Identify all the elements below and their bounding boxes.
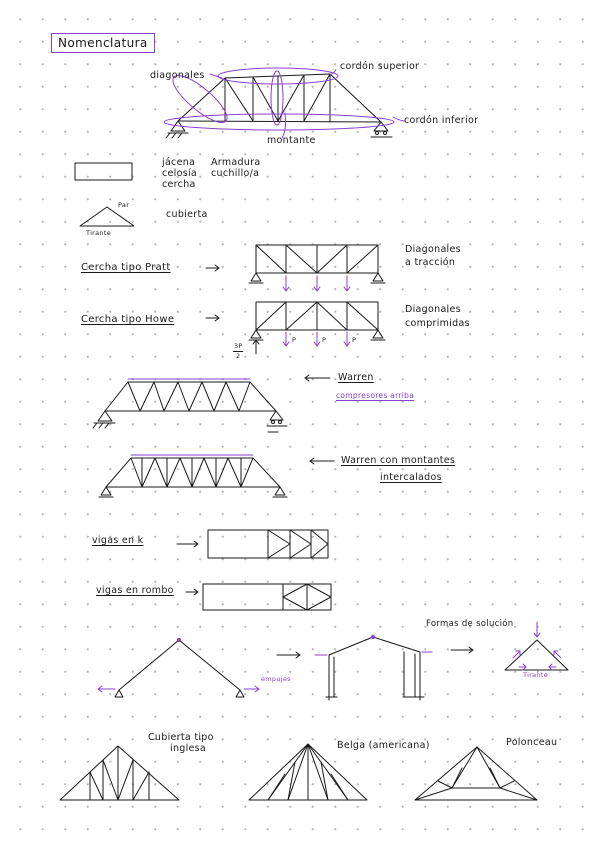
- label-belga: Belga (americana): [337, 740, 430, 751]
- rhombus-beam: [186, 584, 331, 610]
- label-cubierta: cubierta: [166, 209, 208, 220]
- label-polonceau: Polonceau: [506, 737, 558, 748]
- howe-load-3: P: [352, 336, 357, 344]
- label-par: Par: [118, 201, 130, 209]
- label-jacena: jácena: [162, 157, 196, 168]
- label-vigas-k: vigas en k: [92, 535, 144, 546]
- label-warren: Warren: [338, 372, 374, 383]
- beam-sketch: [75, 163, 132, 180]
- howe-load-1: P: [292, 336, 297, 344]
- label-empujes: empujes: [261, 675, 291, 683]
- label-vigas-rombo: vigas en rombo: [96, 585, 174, 596]
- howe-reaction-bottom: 2: [236, 352, 241, 360]
- k-beam: [177, 530, 328, 558]
- warren-montantes-truss: [99, 455, 334, 497]
- label-warren-montantes-1: Warren con montantes: [341, 455, 456, 466]
- warren-truss: [93, 375, 330, 432]
- label-armadura: Armadura: [211, 157, 261, 168]
- label-cercha: cercha: [162, 179, 196, 190]
- belgian-roof-truss: [249, 744, 367, 800]
- howe-note-2: comprimidas: [405, 318, 470, 329]
- label-warren-montantes-2: intercalados: [380, 472, 442, 483]
- pratt-truss: [206, 245, 385, 291]
- label-cordon-superior: cordón superior: [340, 61, 420, 72]
- page-title: Nomenclatura: [51, 33, 155, 53]
- frames-sketch: [98, 622, 568, 700]
- label-cuchillo: cuchillo/a: [211, 168, 260, 179]
- label-inglesa-2: inglesa: [170, 743, 207, 754]
- howe-load-2: P: [322, 336, 327, 344]
- label-tirante: Tirante: [86, 229, 111, 237]
- label-cordon-inferior: cordón inferior: [404, 115, 479, 126]
- label-frame-tirante: Tirante: [523, 671, 548, 679]
- pratt-note-1: Diagonales: [405, 244, 461, 255]
- label-formas-solucion: Formas de solución: [426, 619, 514, 629]
- howe-reaction-top: 3P: [234, 342, 243, 350]
- label-montante: montante: [267, 135, 316, 146]
- english-roof-truss: [60, 746, 179, 800]
- label-inglesa-1: Cubierta tipo: [148, 732, 214, 743]
- label-diagonales: diagonales: [150, 70, 205, 81]
- label-howe: Cercha tipo Howe: [81, 314, 175, 325]
- howe-note-1: Diagonales: [405, 304, 461, 315]
- howe-truss: [206, 302, 385, 354]
- label-celosia: celosía: [162, 168, 198, 179]
- pratt-note-2: a tracción: [405, 257, 456, 268]
- label-warren-sub: compresores arriba: [336, 391, 415, 400]
- roof-triangle: [80, 207, 134, 226]
- label-pratt: Cercha tipo Pratt: [81, 262, 171, 273]
- polonceau-roof-truss: [415, 747, 537, 800]
